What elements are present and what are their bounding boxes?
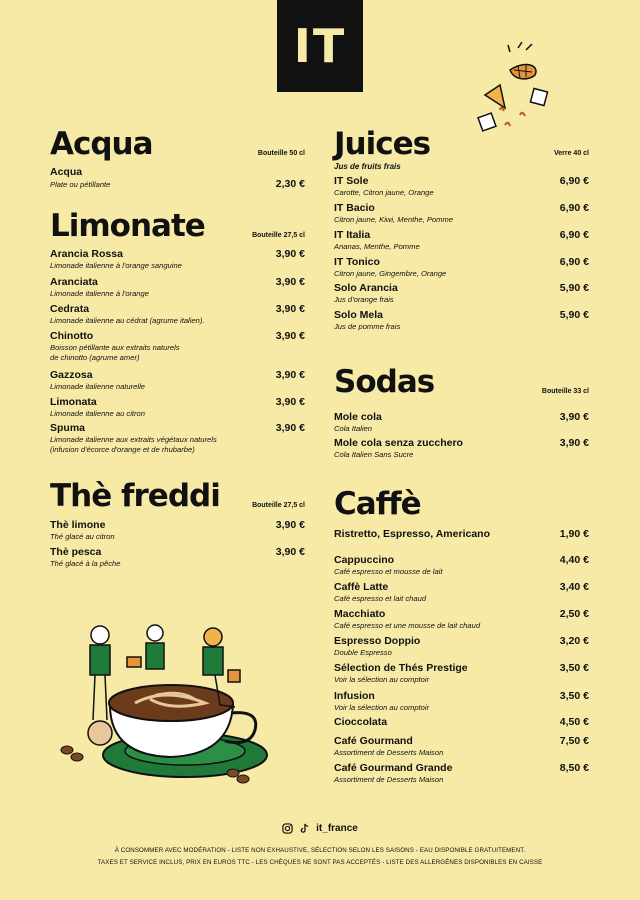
menu-item: [50, 422, 305, 455]
section-unit: Bouteille 33 cl: [541, 388, 589, 395]
menu-item: [334, 762, 589, 785]
menu-item: [334, 411, 589, 434]
item-name: Café Gourmand Grande: [334, 762, 453, 774]
item-name: IT Bacio: [334, 202, 375, 214]
item-price: 6,90 €: [559, 256, 589, 268]
item-price: 4,50 €: [559, 716, 589, 728]
section-unit: Bouteille 50 cl: [257, 150, 305, 157]
item-desc: Cola Italien: [334, 424, 372, 433]
footer-line-2: TAXES ET SERVICE INCLUS, PRIX EN EUROS TTC - LES CHÈQUES NE SONT PAS ACCEPTÉS - LISTE DES ALLERGÈNES DISPONIBLES EN CAISSE: [97, 859, 543, 866]
menu-item: [50, 166, 305, 190]
menu-item: [334, 635, 589, 658]
item-desc: Café espresso et mousse de lait: [334, 567, 443, 576]
item-price: 3,90 €: [275, 546, 305, 558]
item-price: 7,50 €: [559, 735, 589, 747]
item-price: 2,30 €: [275, 178, 305, 190]
item-price: 3,90 €: [275, 330, 305, 342]
item-price: 3,90 €: [275, 396, 305, 408]
menu-item: [334, 608, 589, 631]
item-price: 3,20 €: [559, 635, 589, 647]
item-price: 5,90 €: [559, 309, 589, 321]
item-name: Ristretto, Espresso, Americano: [334, 528, 490, 540]
item-desc: Thé glacé à la pêche: [50, 559, 121, 568]
item-name: Arancia Rossa: [50, 248, 123, 260]
footer-line-1: À CONSOMMER AVEC MODÉRATION - LISTE NON EXHAUSTIVE, SÉLECTION SELON LES SAISONS - EAU DISPONIBLE GRATUITEMENT.: [114, 847, 526, 854]
menu-item: [334, 437, 589, 460]
item-price: 3,50 €: [559, 662, 589, 674]
section-the-freddi: [50, 474, 305, 512]
item-price: 6,90 €: [559, 175, 589, 187]
section-title: Sodas: [334, 364, 435, 400]
section-unit: Bouteille 27,5 cl: [252, 232, 305, 239]
item-name: Solo Mela: [334, 309, 384, 321]
item-name: Spuma: [50, 422, 86, 434]
item-desc: Limonade italienne au cédrat (agrume italien).: [50, 316, 205, 325]
tiktok-icon[interactable]: [299, 823, 310, 834]
item-name: IT Italia: [334, 229, 371, 241]
menu-item: [50, 369, 305, 392]
menu-item: [334, 202, 589, 225]
item-desc: Plate ou pétillante: [50, 180, 111, 189]
item-price: 3,90 €: [275, 303, 305, 315]
item-name: Espresso Doppio: [334, 635, 421, 647]
item-desc: Citron jaune, Gingembre, Orange: [334, 269, 447, 278]
item-price: 6,90 €: [559, 229, 589, 241]
item-desc: Voir la sélection au comptoir: [334, 675, 430, 684]
item-desc: Cola Italien Sans Sucre: [334, 450, 414, 459]
item-price: 1,90 €: [559, 528, 589, 540]
item-desc: Voir la sélection au comptoir: [334, 703, 430, 712]
item-desc: Limonade italienne naturelle: [50, 382, 145, 391]
item-name: Chinotto: [50, 330, 94, 342]
item-price: 3,90 €: [275, 519, 305, 531]
item-price: 3,90 €: [275, 276, 305, 288]
item-name: Macchiato: [334, 608, 386, 620]
section-limonate: [50, 204, 305, 242]
item-price: 3,40 €: [559, 581, 589, 593]
item-name: Aranciata: [50, 276, 98, 288]
section-title: Acqua: [50, 126, 153, 162]
item-name: Thè limone: [50, 519, 106, 531]
item-name: Solo Arancia: [334, 282, 398, 294]
section-caffe: [334, 482, 589, 520]
menu-item: [334, 528, 589, 540]
item-name: Thè pesca: [50, 546, 102, 558]
section-subtitle: Jus de fruits frais: [334, 162, 401, 171]
menu-item: [50, 330, 305, 363]
item-desc: Limonade italienne au citron: [50, 409, 145, 418]
item-name: Sélection de Thés Prestige: [334, 662, 468, 674]
item-desc: Double Espresso: [334, 648, 392, 657]
item-name: Cioccolata: [334, 716, 388, 728]
section-title: Limonate: [50, 208, 205, 244]
item-desc: Café espresso et une mousse de lait chaud: [334, 621, 481, 630]
item-name: Mole cola: [334, 411, 382, 423]
menu-item: [50, 276, 305, 299]
menu-item: [50, 519, 305, 542]
social-bar: [0, 823, 640, 834]
item-name: Caffè Latte: [334, 581, 389, 593]
section-title: Thè freddi: [50, 478, 220, 514]
section-sodas: [334, 360, 589, 398]
item-desc: Carotte, Citron jaune, Orange: [334, 188, 434, 197]
section-title: Juices: [334, 126, 431, 162]
item-desc: Café espresso et lait chaud: [334, 594, 427, 603]
item-desc: Thé glacé au citron: [50, 532, 115, 541]
item-name: IT Tonico: [334, 256, 380, 268]
menu-item: [50, 248, 305, 271]
item-price: 4,40 €: [559, 554, 589, 566]
menu-item: [334, 309, 589, 332]
brand-logo: IT: [277, 0, 363, 92]
menu-item: [334, 735, 589, 758]
item-name: IT Sole: [334, 175, 369, 187]
item-name: Gazzosa: [50, 369, 93, 381]
menu-item: [334, 229, 589, 252]
menu-item: [50, 303, 305, 326]
section-acqua: [50, 122, 305, 160]
item-price: 5,90 €: [559, 282, 589, 294]
item-desc: Jus de pomme frais: [334, 322, 401, 331]
item-desc: Boisson pétillante aux extraits naturels de chinotto (agrume amer): [50, 343, 180, 362]
item-desc: Limonade italienne aux extraits végétaux naturels (infusion d'écorce d'orange et de rhubarbe): [50, 435, 217, 454]
item-name: Limonata: [50, 396, 97, 408]
item-desc: Assortiment de Desserts Maison: [334, 775, 444, 784]
menu-item: [334, 282, 589, 305]
section-juices: [334, 122, 589, 171]
menu-item: [334, 690, 589, 713]
item-price: 3,50 €: [559, 690, 589, 702]
item-price: 3,90 €: [275, 369, 305, 381]
menu-item: [334, 662, 589, 685]
menu-item: [334, 256, 589, 279]
item-name: Cappuccino: [334, 554, 395, 566]
item-price: 3,90 €: [275, 422, 305, 434]
item-desc: Limonade italienne à l'orange: [50, 289, 149, 298]
item-desc: Limonade italienne à l'orange sanguine: [50, 261, 182, 270]
item-name: Cedrata: [50, 303, 90, 315]
menu-item: [334, 175, 589, 198]
item-price: 2,50 €: [559, 608, 589, 620]
item-price: 3,90 €: [559, 437, 589, 449]
menu-item: [334, 716, 589, 728]
menu-item: [50, 396, 305, 419]
menu-item: [334, 581, 589, 604]
section-title: Caffè: [334, 486, 421, 522]
section-unit: Bouteille 27,5 cl: [252, 502, 305, 509]
item-price: 3,90 €: [275, 248, 305, 260]
item-name: Infusion: [334, 690, 375, 702]
item-price: 8,50 €: [559, 762, 589, 774]
item-name: Acqua: [50, 166, 83, 178]
item-name: Mole cola senza zucchero: [334, 437, 463, 449]
instagram-icon[interactable]: [282, 823, 293, 834]
item-desc: Assortiment de Desserts Maison: [334, 748, 444, 757]
item-desc: Citron jaune, Kiwi, Menthe, Pomme: [334, 215, 454, 224]
item-desc: Jus d'orange frais: [334, 295, 394, 304]
item-name: Café Gourmand: [334, 735, 413, 747]
menu-item: [334, 554, 589, 577]
item-price: 6,90 €: [559, 202, 589, 214]
section-unit: Verre 40 cl: [553, 150, 589, 157]
coffee-cup-illustration: [55, 615, 270, 785]
item-desc: Ananas, Menthe, Pomme: [334, 242, 420, 251]
social-handle[interactable]: it_france: [316, 823, 358, 834]
menu-item: [50, 546, 305, 569]
item-price: 3,90 €: [559, 411, 589, 423]
